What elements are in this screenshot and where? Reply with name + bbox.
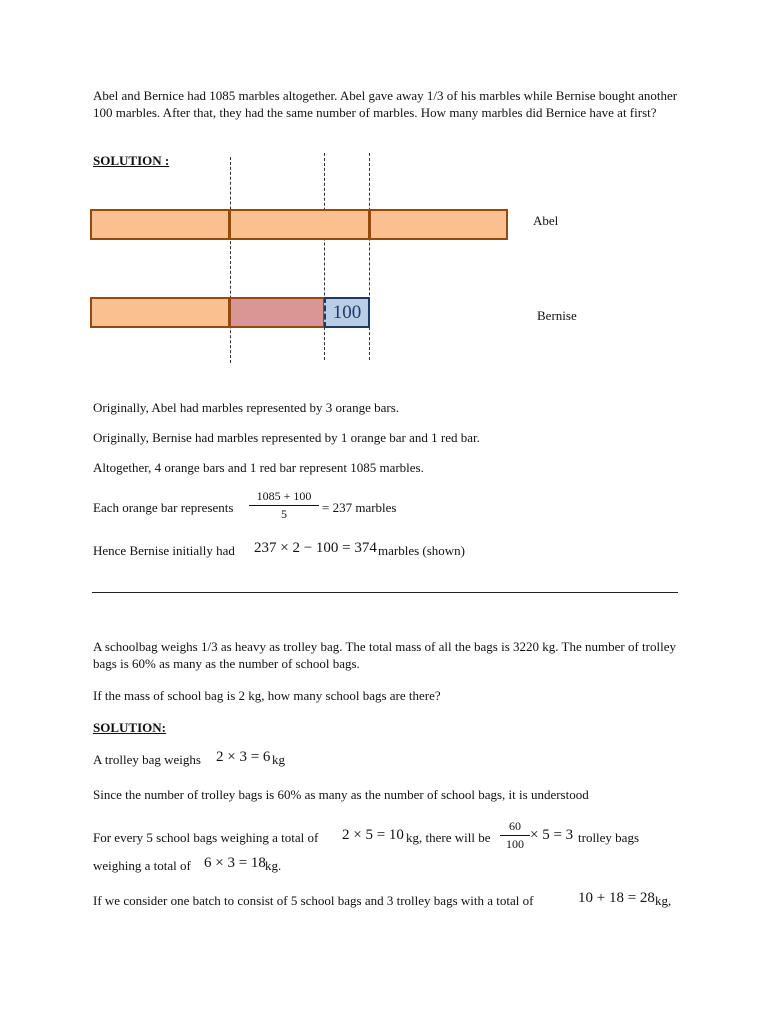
trolley-prefix: A trolley bag weighs	[93, 752, 201, 767]
hence-prefix: Hence Bernise initially had	[93, 543, 235, 558]
trolley-math: 2 × 3 = 6	[216, 749, 271, 765]
bernise-red-bar	[229, 297, 325, 328]
each-bar-result: = 237 marbles	[322, 500, 397, 515]
line-altogether: Altogether, 4 orange bars and 1 red bar represent 1085 marbles.	[93, 460, 424, 475]
line-bernise-originally: Originally, Bernise had marbles represented by 1 orange bar and 1 red bar.	[93, 430, 480, 445]
dashed-guide-1	[230, 157, 231, 363]
abel-orange-bar-3	[369, 209, 508, 240]
every-suffix: trolley bags	[578, 830, 640, 845]
batch-math: 10 + 18 = 28	[578, 890, 655, 906]
every-mid: kg, there will be	[406, 830, 491, 845]
fraction-numerator: 1085 + 100	[249, 489, 319, 506]
hence-suffix: marbles (shown)	[378, 543, 466, 558]
hence-math: 237 × 2 − 100 = 374	[254, 540, 377, 556]
each-bar-fraction	[249, 489, 319, 522]
bernise-label: Bernise	[537, 308, 577, 323]
dashed-guide-2	[324, 153, 325, 360]
weighing-prefix: weighing a total of	[93, 858, 191, 873]
abel-orange-bar-1	[90, 209, 230, 240]
fraction-denominator: 100	[506, 837, 524, 851]
each-bar-prefix: Each orange bar represents	[93, 500, 234, 515]
section-divider	[92, 592, 678, 593]
bernise-100-box: 100	[324, 297, 370, 328]
weighing-math: 6 × 3 = 18	[204, 855, 266, 871]
every-math: 2 × 5 = 10	[342, 827, 404, 843]
abel-label: Abel	[533, 213, 559, 228]
problem1-text: Abel and Bernice had 1085 marbles altogether. Abel gave away 1/3 of his marbles while Bernise bought another 100 marbles. After that, they had the same number of marbles. How many marbles did Bernice have at first?	[93, 88, 678, 120]
every-prefix: For every 5 school bags weighing a total of	[93, 830, 319, 845]
solution1-heading: SOLUTION :	[93, 153, 170, 168]
weighing-unit: kg.	[265, 858, 282, 873]
every-math2: × 5 = 3	[530, 827, 574, 843]
problem2-question: If the mass of school bag is 2 kg, how many school bags are there?	[93, 688, 441, 703]
problem2-text: A schoolbag weighs 1/3 as heavy as trolley bag. The total mass of all the bags is 3220 kg. The number of trolley bags is 60% as many as the number of school bags.	[93, 639, 676, 671]
fraction-numerator: 60	[500, 819, 530, 836]
fraction-denominator: 5	[281, 507, 287, 521]
since-line: Since the number of trolley bags is 60% as many as the number of school bags, it is understood	[93, 787, 589, 802]
solution2-heading: SOLUTION:	[93, 720, 166, 735]
dashed-guide-3	[369, 153, 370, 360]
trolley-unit: kg	[272, 752, 285, 767]
abel-orange-bar-2	[229, 209, 370, 240]
bernise-orange-bar	[90, 297, 230, 328]
batch-unit: kg,	[655, 893, 672, 908]
line-abel-originally: Originally, Abel had marbles represented by 3 orange bars.	[93, 400, 400, 415]
percent-fraction	[500, 819, 530, 852]
batch-prefix: If we consider one batch to consist of 5 school bags and 3 trolley bags with a total of	[93, 893, 534, 908]
